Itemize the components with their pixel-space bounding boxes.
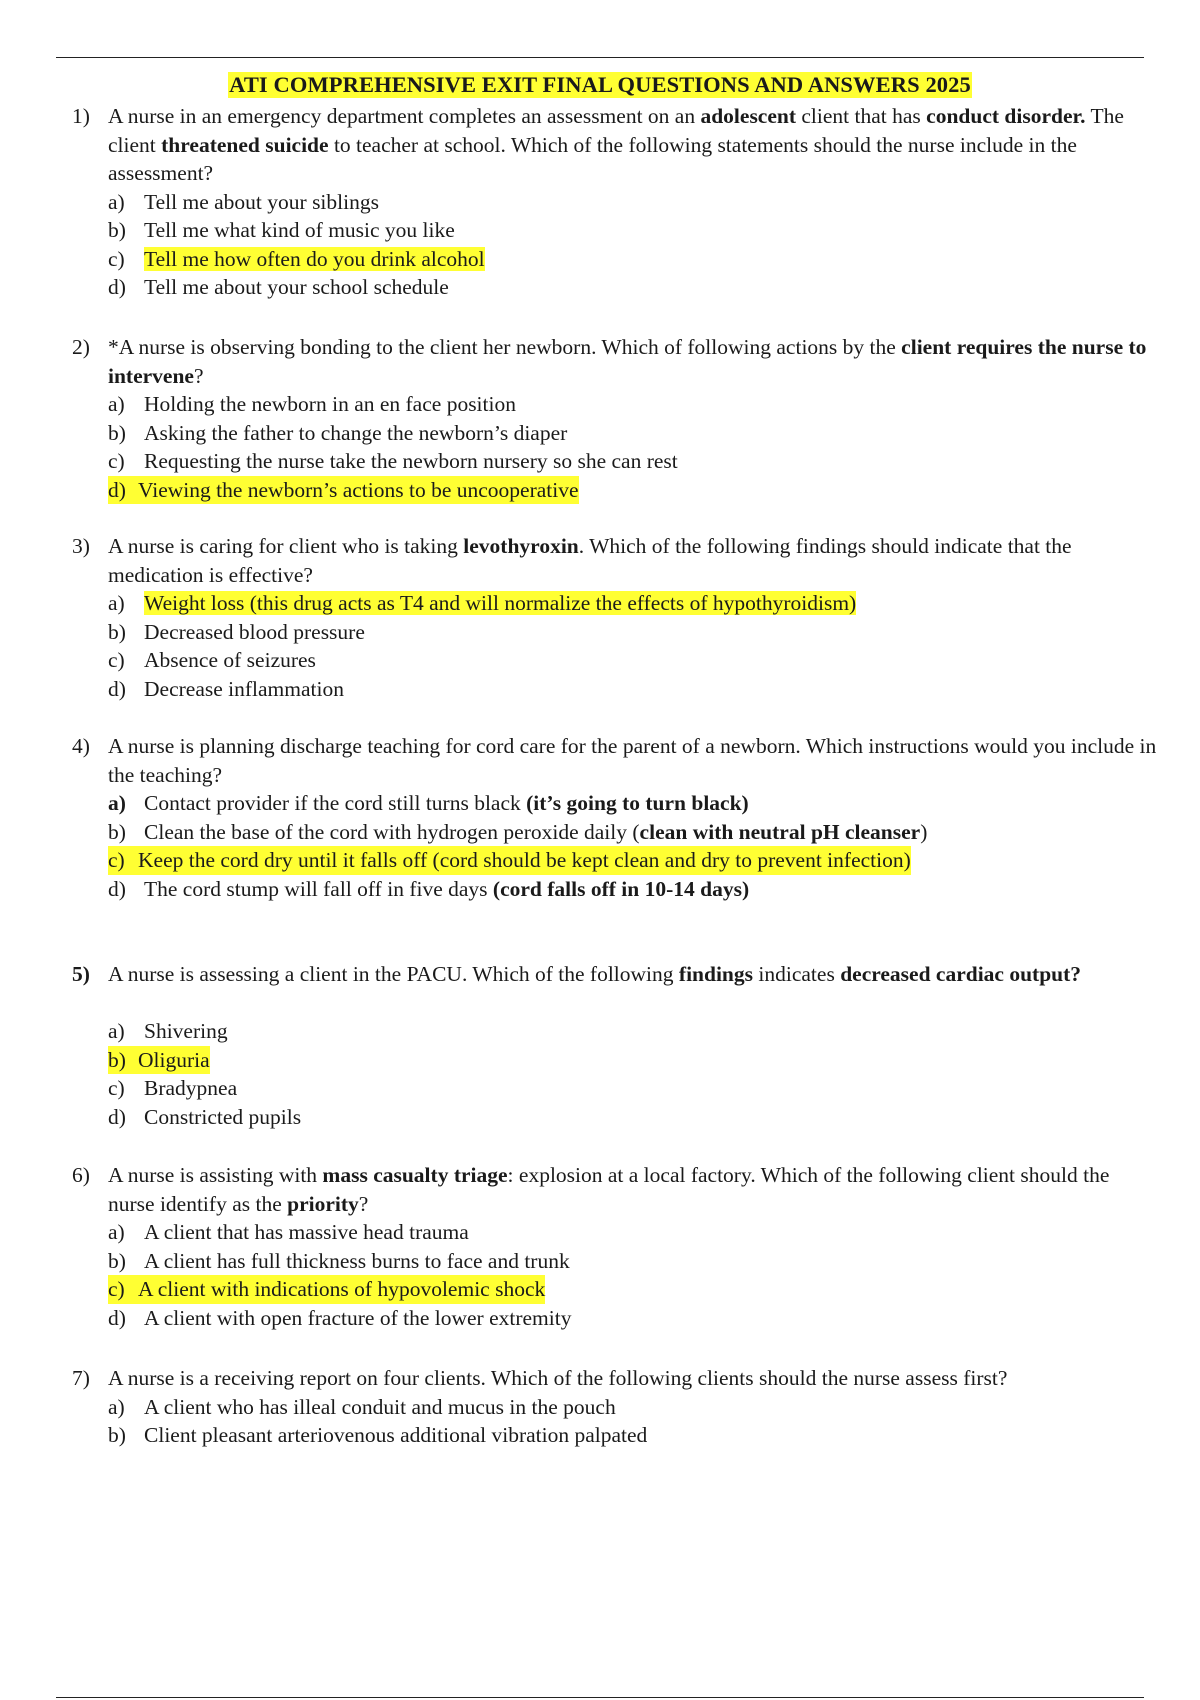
option-run: Bradypnea — [144, 1076, 238, 1100]
stem-run: : explosion at a local factory. Which of the following client should the nurse identify as the — [108, 1163, 1110, 1216]
option-text — [144, 1249, 570, 1273]
option-letter: b) — [108, 619, 126, 644]
option-text — [144, 648, 316, 672]
question-stem — [108, 960, 1160, 989]
option-letter: c) — [108, 848, 125, 872]
option-letter: b) — [108, 420, 126, 445]
option-text — [144, 1306, 571, 1330]
answer-option-b — [108, 618, 856, 647]
stem-run: A nurse is assessing a client in the PACU. Which of the following — [108, 962, 679, 986]
option-letter: a) — [108, 591, 125, 615]
option-text — [144, 1395, 616, 1419]
answer-option-a — [108, 188, 485, 217]
option-run: Requesting the nurse take the newborn nursery so she can rest — [144, 449, 678, 473]
question-stem — [108, 1364, 1160, 1393]
question-number: 2) — [72, 335, 90, 359]
option-run: Viewing the newborn’s actions to be uncooperative — [138, 477, 579, 502]
option-run: Tell me about your school schedule — [144, 275, 449, 299]
stem-run: A nurse is planning discharge teaching for cord care for the parent of a newborn. Which instructions would you include in the teaching? — [108, 734, 1157, 787]
answer-option-c — [108, 447, 678, 476]
option-letter: d) — [108, 1104, 126, 1129]
stem-run: findings — [678, 962, 754, 986]
option-letter: d) — [108, 275, 126, 299]
option-text — [138, 478, 579, 502]
stem-run: A nurse is a receiving report on four clients. Which of the following clients should the nurse assess first? — [108, 1366, 1008, 1390]
option-run: clean with neutral pH cleanser — [639, 819, 921, 844]
question-number: 1) — [72, 104, 90, 128]
option-letter: c) — [108, 1277, 125, 1301]
option-run: A client with open fracture of the lower extremity — [144, 1305, 572, 1330]
answer-option-c — [108, 1074, 301, 1103]
option-run: (cord falls off in 10-14 days) — [492, 876, 750, 901]
answer-option-d — [108, 1304, 571, 1333]
option-letter: a) — [108, 1394, 125, 1419]
answer-option-b — [108, 1046, 301, 1075]
option-run: A client who has illeal conduit and mucus in the pouch — [144, 1394, 616, 1419]
option-text — [144, 1423, 647, 1447]
option-run: Clean the base of the cord with hydrogen peroxide daily ( — [144, 819, 640, 844]
option-letter: c) — [108, 246, 125, 271]
option-letter: c) — [108, 1076, 125, 1100]
answer-options — [108, 188, 485, 302]
option-text — [144, 190, 379, 214]
option-letter: c) — [108, 449, 125, 473]
question-number: 6) — [72, 1163, 90, 1187]
answer-options — [108, 589, 856, 703]
option-letter: b) — [108, 218, 126, 242]
question-number: 5) — [72, 962, 90, 986]
top-rule — [56, 57, 1144, 58]
option-letter: d) — [108, 876, 126, 901]
option-letter: c) — [108, 648, 125, 672]
title-block — [0, 72, 1200, 98]
option-text — [144, 421, 567, 445]
option-run: A client that has massive head trauma — [144, 1220, 469, 1244]
question-stem — [108, 732, 1160, 789]
question-stem — [108, 333, 1160, 390]
answer-option-d — [108, 675, 856, 704]
answer-option-a — [108, 1017, 301, 1046]
option-run: The cord stump will fall off in five days — [144, 876, 493, 901]
option-text — [144, 1076, 237, 1100]
answer-option-c — [108, 646, 856, 675]
option-run: Decreased blood pressure — [144, 619, 365, 644]
option-letter: a) — [108, 189, 125, 214]
option-text — [138, 1277, 545, 1301]
option-text — [144, 677, 344, 701]
answer-option-c — [108, 245, 485, 274]
option-run: Weight loss (this drug acts as T4 and will normalize the effects of hypothyroidism) — [144, 591, 857, 615]
stem-run: A nurse in an emergency department completes an assessment on an — [108, 104, 701, 128]
question-stem — [108, 1161, 1160, 1218]
option-run: ) — [920, 819, 928, 844]
option-text — [144, 1220, 469, 1244]
option-run: A client has full thickness burns to face and trunk — [144, 1248, 570, 1273]
question-number: 7) — [72, 1366, 90, 1390]
option-text — [144, 1105, 301, 1129]
answer-options — [108, 1017, 301, 1131]
option-run: Asking the father to change the newborn’s diaper — [144, 420, 568, 445]
stem-run: client requires the nurse to intervene — [108, 335, 1147, 388]
answer-option-d — [108, 273, 485, 302]
option-text — [144, 791, 749, 815]
document-title: ATI COMPREHENSIVE EXIT FINAL QUESTIONS AND ANSWERS 2025 — [229, 72, 971, 97]
option-letter: a) — [108, 1220, 125, 1244]
option-text — [138, 848, 911, 872]
stem-run: ? — [193, 363, 204, 388]
stem-run: priority — [287, 1191, 359, 1216]
option-letter: a) — [108, 392, 125, 416]
stem-run: A nurse is assisting with — [108, 1163, 323, 1187]
stem-run: indicates — [753, 962, 841, 986]
option-text — [144, 218, 455, 242]
option-letter: b) — [108, 1047, 126, 1072]
answer-option-b — [108, 419, 678, 448]
answer-option-b — [108, 1421, 647, 1450]
stem-run: mass casualty triage — [322, 1163, 508, 1187]
answer-option-d — [108, 476, 678, 505]
option-run: Shivering — [144, 1019, 228, 1043]
option-run: Tell me how often do you drink alcohol — [144, 246, 485, 271]
option-text — [144, 247, 485, 271]
option-letter: b) — [108, 1423, 126, 1447]
option-run: Absence of seizures — [144, 648, 316, 672]
answer-options — [108, 789, 927, 903]
option-text — [138, 1048, 210, 1072]
stem-run: decreased cardiac output? — [840, 962, 1082, 986]
option-run: Contact provider if the cord still turns black — [144, 791, 527, 815]
stem-run: to teacher at school. Which of the following statements should the nurse include in the assessment? — [108, 132, 1077, 185]
option-letter: a) — [108, 1019, 125, 1043]
answer-options — [108, 390, 678, 504]
stem-run: conduct disorder. — [926, 104, 1086, 128]
answer-option-d — [108, 1103, 301, 1132]
question-stem — [108, 102, 1160, 188]
answer-option-b — [108, 1247, 571, 1276]
answer-option-a — [108, 390, 678, 419]
option-run: Constricted pupils — [144, 1104, 302, 1129]
option-text — [144, 392, 516, 416]
option-text — [144, 1019, 228, 1043]
option-letter: b) — [108, 819, 126, 844]
option-run: Decrease inflammation — [144, 676, 344, 701]
answer-option-a — [108, 1393, 647, 1422]
answer-options — [108, 1393, 647, 1450]
option-run: A client with indications of hypovolemic shock — [138, 1277, 546, 1301]
stem-run: ? — [358, 1191, 369, 1216]
option-run: Holding the newborn in an en face position — [144, 392, 516, 416]
answer-option-b — [108, 818, 927, 847]
option-text — [144, 877, 749, 901]
answer-option-d — [108, 875, 927, 904]
answer-option-c — [108, 1275, 571, 1304]
option-letter: d) — [108, 477, 126, 502]
stem-run: *A nurse is observing bonding to the client her newborn. Which of following actions by the — [108, 335, 902, 359]
answer-option-a — [108, 789, 927, 818]
option-text — [144, 591, 856, 615]
stem-run: adolescent — [700, 104, 797, 128]
option-text — [144, 620, 365, 644]
stem-run: A nurse is caring for client who is taking — [108, 534, 464, 558]
option-text — [144, 820, 927, 844]
stem-run: The client — [108, 104, 1124, 157]
option-text — [144, 449, 678, 473]
option-run: Client pleasant arteriovenous additional vibration palpated — [144, 1423, 648, 1447]
option-letter: a) — [108, 791, 126, 815]
option-run: Keep the cord dry until it falls off (cord should be kept clean and dry to prevent infection) — [138, 848, 911, 872]
answer-option-a — [108, 589, 856, 618]
option-run: Tell me about your siblings — [144, 189, 379, 214]
answer-option-a — [108, 1218, 571, 1247]
option-run: (it’s going to turn black) — [526, 791, 749, 815]
stem-run: levothyroxin — [463, 534, 579, 558]
option-text — [144, 275, 449, 299]
option-run: Tell me what kind of music you like — [144, 218, 455, 242]
answer-options — [108, 1218, 571, 1332]
option-letter: b) — [108, 1248, 126, 1273]
answer-option-c — [108, 846, 927, 875]
option-run: Oliguria — [138, 1047, 210, 1072]
stem-run: threatened suicide — [161, 132, 329, 157]
stem-run: client that has — [796, 104, 927, 128]
answer-option-b — [108, 216, 485, 245]
question-number: 4) — [72, 734, 90, 758]
bottom-rule — [56, 1697, 1144, 1698]
option-letter: d) — [108, 676, 126, 701]
question-stem — [108, 532, 1160, 589]
question-number: 3) — [72, 534, 90, 558]
stem-run: . Which of the following findings should indicate that the medication is effective? — [108, 534, 1072, 587]
option-letter: d) — [108, 1305, 126, 1330]
